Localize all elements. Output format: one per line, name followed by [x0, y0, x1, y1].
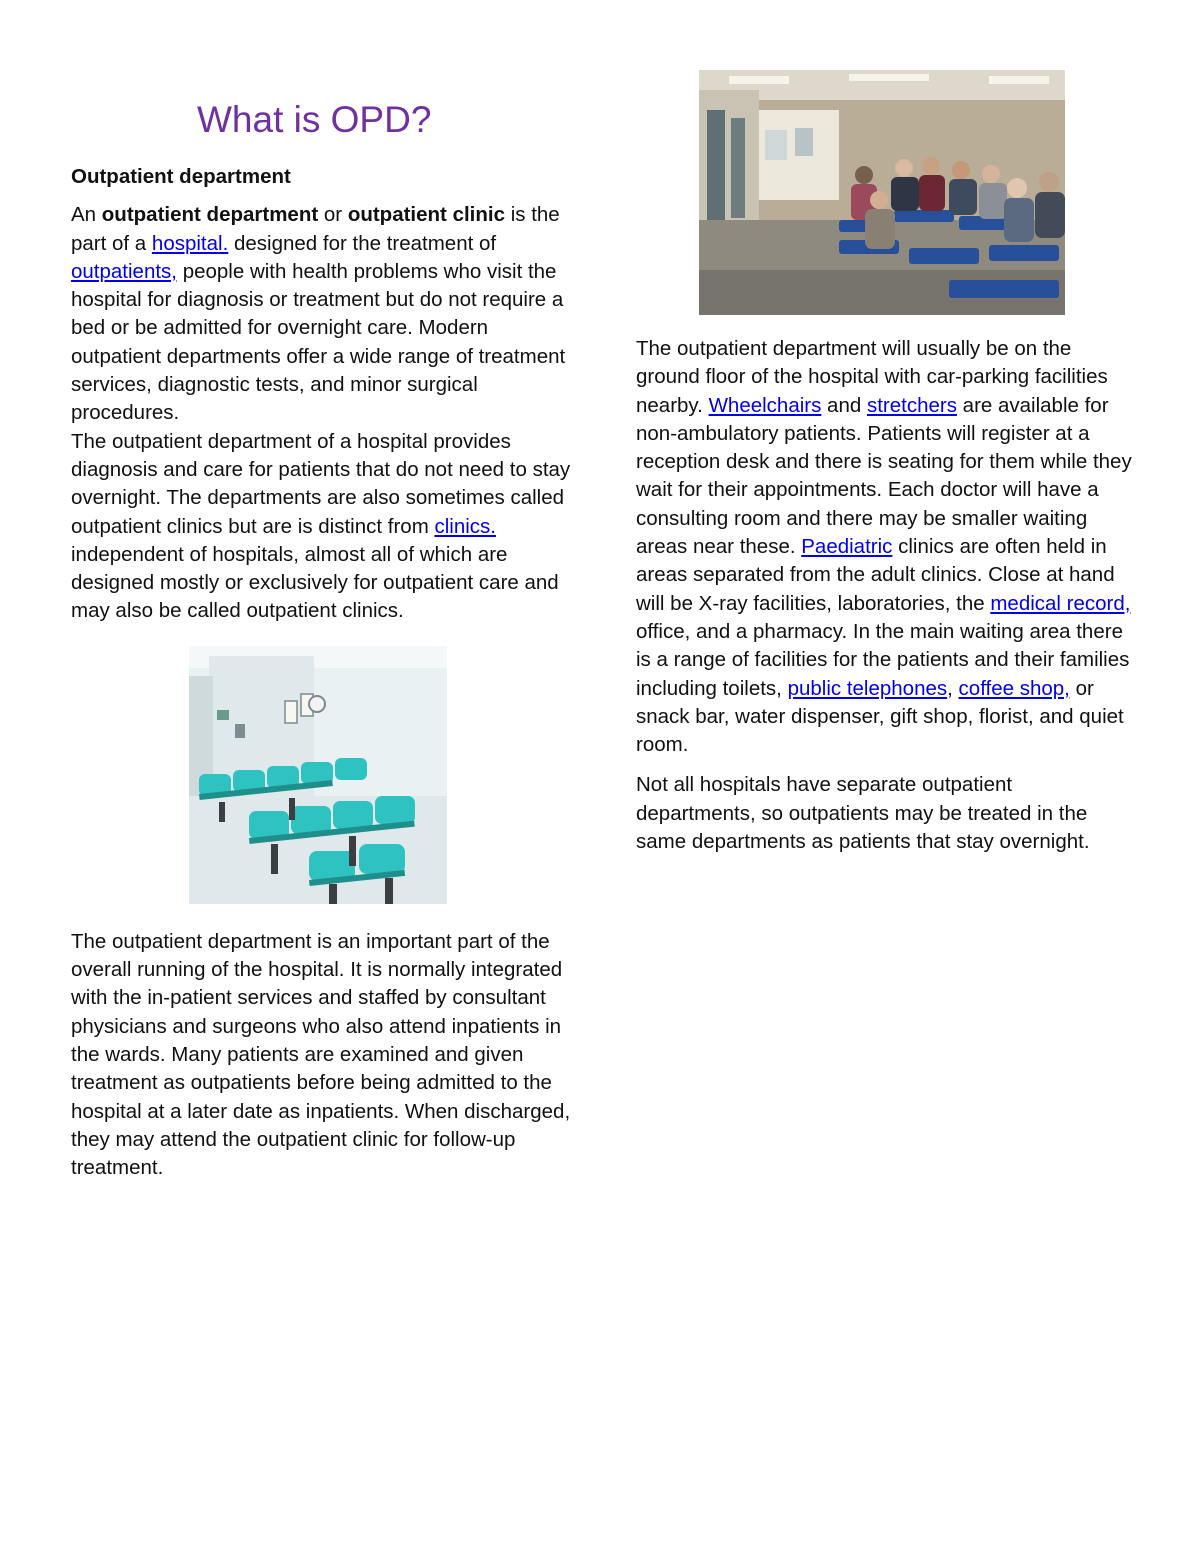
importance-paragraph: The outpatient department is an important part of the overall running of the hospital. It is normally integrated with the in-patient services and staffed by consultant physicians and surgeons who also attend inpatients in the wards. Many patients are examined and given treatment as outpatients before being admitted to the hospital at a later date as inpatients. When discharged, they may attend the outpatient clinic for follow-up treatment. — [71, 929, 571, 1180]
hospital-link[interactable]: hospital. — [151, 231, 229, 255]
public-telephones-link[interactable]: public telephones — [787, 676, 948, 700]
care-paragraph: The outpatient department of a hospital provides diagnosis and care for patients that do not need to stay overnight. The departments are also sometimes called outpatient clinics but are is distinct from clinics. independent of hospitals, almost all of which are designed mostly or exclusively for outpatient care and may also be called outpatient clinics. — [71, 429, 571, 623]
left-column — [71, 90, 571, 1182]
page-title: What is OPD? — [197, 99, 432, 140]
intro-paragraph: An outpatient department or outpatient clinic is the part of a hospital. designed for the treatment of outpatients, people with health problems who visit the hospital for diagnosis or treatment but do not require a bed or be admitted for overnight care. Modern outpatient departments offer a wide range of treatment services, diagnostic tests, and minor surgical procedures. — [71, 203, 566, 425]
medical-record-link[interactable]: medical record, — [990, 591, 1131, 615]
section-subheading: Outpatient department — [71, 165, 291, 188]
separate-departments-paragraph: Not all hospitals have separate outpatient departments, so outpatients may be treated in the same departments as patients that stay overnight. — [636, 773, 1090, 854]
outpatients-link[interactable]: outpatients, — [71, 259, 177, 283]
clinic-waiting-room-photo — [189, 646, 447, 904]
paediatric-link[interactable]: Paediatric — [801, 535, 893, 559]
coffee-shop-link[interactable]: coffee shop, — [958, 676, 1070, 700]
right-column — [636, 70, 1136, 856]
term-outpatient-department: outpatient department — [101, 203, 319, 227]
stretchers-link[interactable]: stretchers — [866, 393, 957, 417]
waiting-area-patients-photo — [699, 70, 1065, 315]
term-outpatient-clinic: outpatient clinic — [347, 203, 505, 227]
wheelchairs-link[interactable]: Wheelchairs — [708, 393, 822, 417]
clinics-link[interactable]: clinics. — [434, 514, 496, 538]
facilities-paragraph: The outpatient department will usually be on the ground floor of the hospital with car-parking facilities nearby. Wheelchairs and stretchers are available for non-ambulatory patients. Patients will register at a reception desk and there is seating for them while they wait for their appointments. Each doctor will have a consulting room and there may be smaller waiting areas near these. Paediatric clinics are often held in areas separated from the adult clinics. Close at hand will be X-ray facilities, laboratories, the medical record, office, and a pharmacy. In the main waiting area there is a range of facilities for the patients and their families including toilets, public telephones, coffee shop, or snack bar, water dispenser, gift shop, florist, and quiet room. — [636, 337, 1132, 757]
